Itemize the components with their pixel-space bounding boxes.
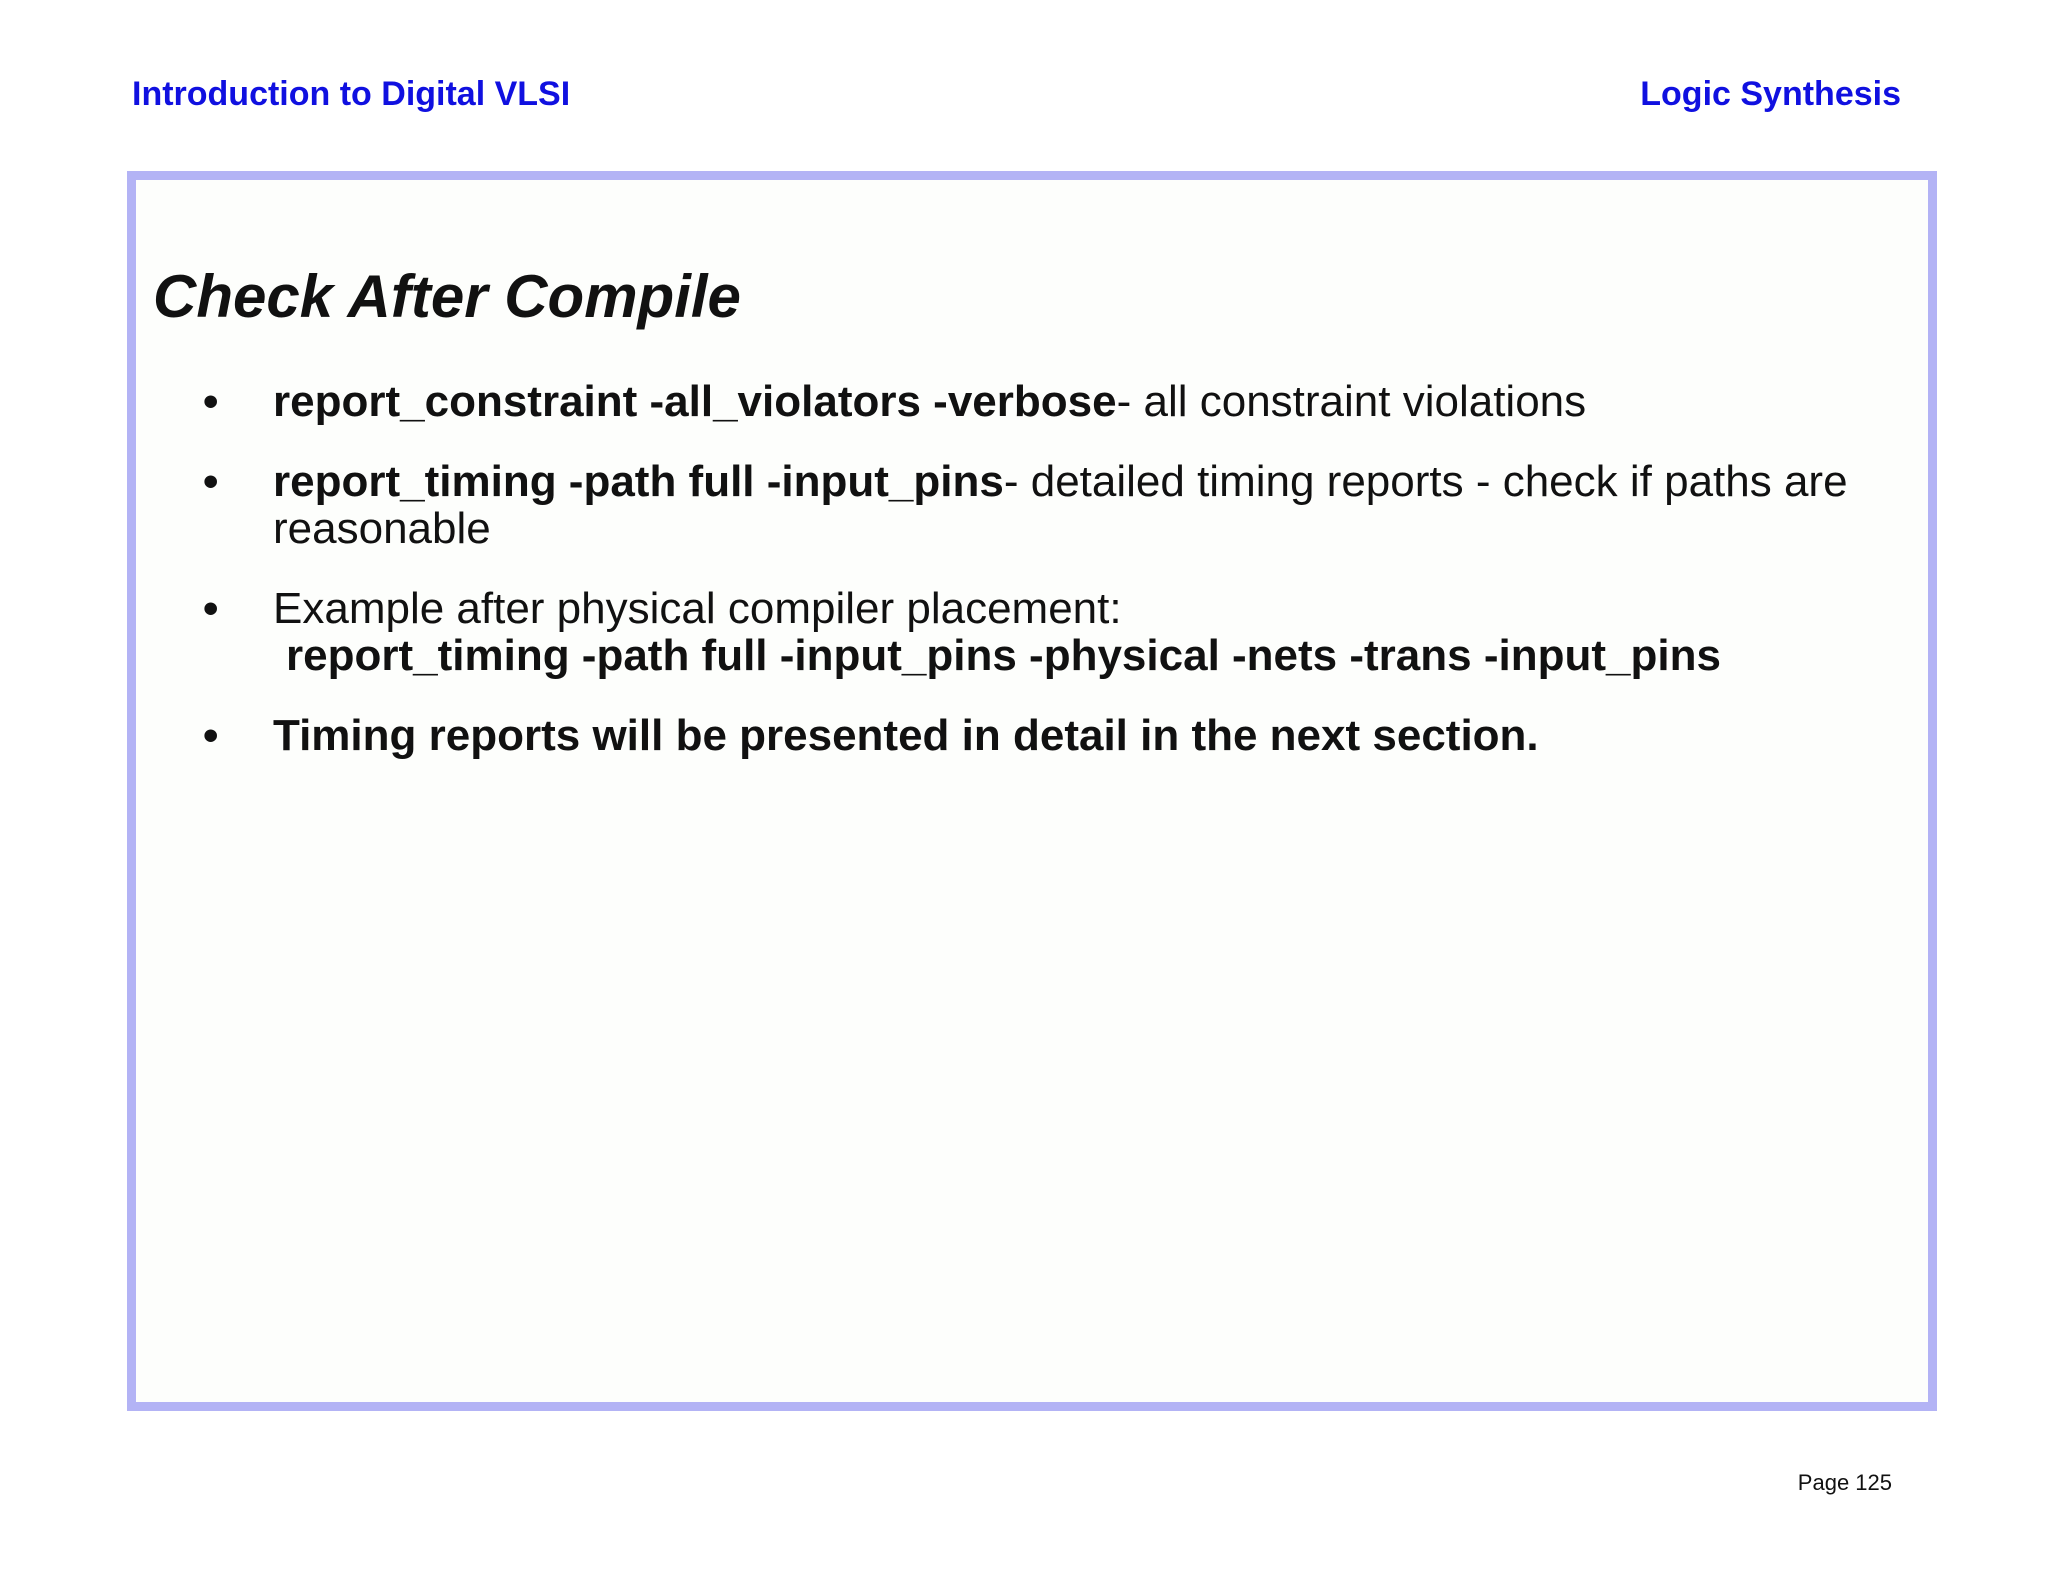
description-text: - detailed timing reports - check if paths are reasonable	[273, 457, 1848, 553]
bullet-icon: •	[203, 711, 219, 760]
bullet-icon: •	[203, 457, 219, 506]
slide-frame	[127, 171, 1937, 1411]
command-text: report_timing -path full -input_pins	[273, 457, 1004, 506]
list-item	[203, 378, 1903, 425]
example-command-text: report_timing -path full -input_pins -physical -nets -trans -input_pins	[286, 631, 1721, 680]
list-item	[203, 458, 1903, 552]
bullet-icon: •	[203, 584, 219, 633]
list-item	[203, 585, 1903, 679]
section-title: Logic Synthesis	[1640, 75, 1901, 113]
list-item	[203, 712, 1903, 759]
description-text: Example after physical compiler placement:	[273, 584, 1122, 633]
bullet-icon: •	[203, 377, 219, 426]
command-text: report_constraint -all_violators -verbose	[273, 377, 1117, 426]
note-text: Timing reports will be presented in detail in the next section.	[273, 711, 1539, 760]
page-number: Page 125	[1797, 1470, 1892, 1495]
course-title: Introduction to Digital VLSI	[132, 75, 571, 113]
description-text: - all constraint violations	[1116, 377, 1587, 426]
slide-title: Check After Compile	[153, 263, 741, 330]
bullet-list	[203, 378, 1903, 792]
